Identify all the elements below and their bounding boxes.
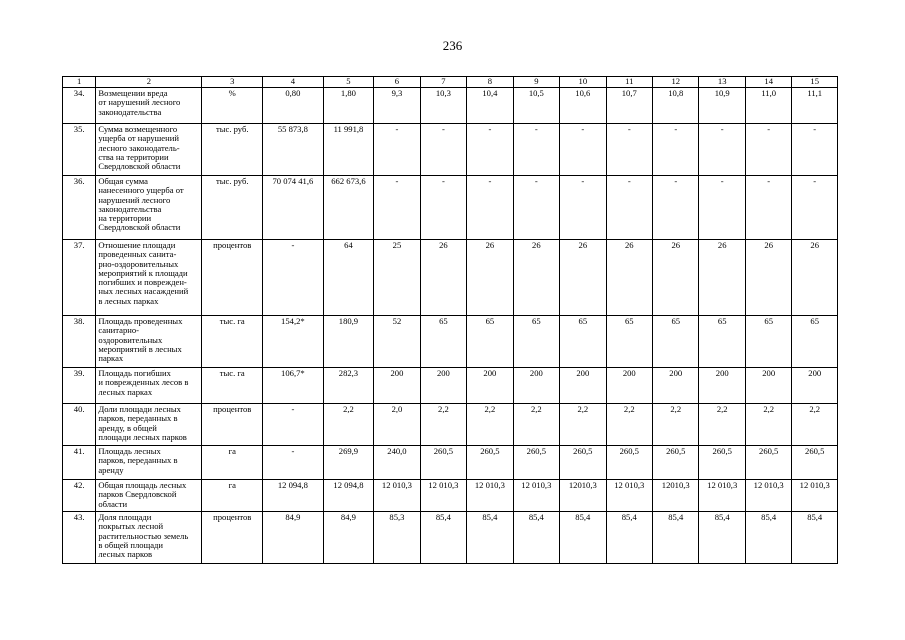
- value-cell: 10,5: [513, 88, 559, 124]
- unit-cell: процентов: [202, 240, 263, 316]
- value-cell: -: [560, 176, 606, 240]
- value-cell: 200: [792, 368, 838, 404]
- value-cell: -: [699, 176, 745, 240]
- value-cell: 55 873,8: [263, 124, 324, 176]
- unit-cell: га: [202, 446, 263, 480]
- indicator-name: Общая сумма нанесенного ущерба от нарушений лесного законодательства на территории Свердловской области: [96, 176, 202, 240]
- column-header: 4: [263, 77, 324, 88]
- table-row: [63, 512, 838, 564]
- value-cell: 240,0: [374, 446, 420, 480]
- value-cell: 85,4: [513, 512, 559, 564]
- value-cell: 65: [513, 316, 559, 368]
- value-cell: -: [606, 124, 652, 176]
- column-header: 3: [202, 77, 263, 88]
- value-cell: 10,4: [467, 88, 513, 124]
- row-number: 38.: [63, 316, 96, 368]
- value-cell: 200: [560, 368, 606, 404]
- value-cell: 200: [513, 368, 559, 404]
- value-cell: 11,0: [745, 88, 791, 124]
- row-number: 39.: [63, 368, 96, 404]
- indicator-name: Площадь погибших и поврежденных лесов в лесных парках: [96, 368, 202, 404]
- value-cell: 85,4: [792, 512, 838, 564]
- value-cell: 70 074 41,6: [263, 176, 324, 240]
- value-cell: 200: [374, 368, 420, 404]
- table-row: [63, 176, 838, 240]
- value-cell: -: [513, 124, 559, 176]
- value-cell: -: [467, 176, 513, 240]
- value-cell: 12 010,3: [420, 480, 466, 512]
- value-cell: 85,3: [374, 512, 420, 564]
- value-cell: 2,2: [653, 404, 699, 446]
- value-cell: -: [560, 124, 606, 176]
- value-cell: 12 010,3: [513, 480, 559, 512]
- value-cell: 64: [323, 240, 374, 316]
- indicator-name: Площадь проведенных санитарно- оздоровительных мероприятий в лесных парках: [96, 316, 202, 368]
- value-cell: -: [792, 124, 838, 176]
- value-cell: 26: [467, 240, 513, 316]
- column-header: 2: [96, 77, 202, 88]
- column-header: 6: [374, 77, 420, 88]
- unit-cell: тыс. руб.: [202, 176, 263, 240]
- value-cell: 282,3: [323, 368, 374, 404]
- value-cell: 10,6: [560, 88, 606, 124]
- value-cell: -: [374, 176, 420, 240]
- value-cell: 200: [653, 368, 699, 404]
- value-cell: 12 010,3: [467, 480, 513, 512]
- value-cell: 26: [745, 240, 791, 316]
- header-row: [63, 77, 838, 88]
- value-cell: 12 094,8: [263, 480, 324, 512]
- value-cell: 12010,3: [560, 480, 606, 512]
- value-cell: 1,80: [323, 88, 374, 124]
- indicator-name: Общая площадь лесных парков Свердловской области: [96, 480, 202, 512]
- value-cell: -: [263, 446, 324, 480]
- value-cell: 106,7*: [263, 368, 324, 404]
- row-number: 37.: [63, 240, 96, 316]
- value-cell: 10,3: [420, 88, 466, 124]
- value-cell: 65: [792, 316, 838, 368]
- column-header: 8: [467, 77, 513, 88]
- unit-cell: процентов: [202, 404, 263, 446]
- value-cell: -: [745, 124, 791, 176]
- value-cell: 85,4: [606, 512, 652, 564]
- value-cell: -: [792, 176, 838, 240]
- value-cell: 10,7: [606, 88, 652, 124]
- value-cell: 12 010,3: [606, 480, 652, 512]
- table-row: [63, 368, 838, 404]
- value-cell: 260,5: [467, 446, 513, 480]
- table-row: [63, 124, 838, 176]
- value-cell: 26: [560, 240, 606, 316]
- value-cell: 2,2: [467, 404, 513, 446]
- value-cell: 11 991,8: [323, 124, 374, 176]
- value-cell: 65: [467, 316, 513, 368]
- value-cell: -: [606, 176, 652, 240]
- table-row: [63, 446, 838, 480]
- row-number: 35.: [63, 124, 96, 176]
- indicator-name: Возмещении вреда от нарушений лесного законодательства: [96, 88, 202, 124]
- value-cell: 260,5: [513, 446, 559, 480]
- unit-cell: тыс. га: [202, 316, 263, 368]
- value-cell: 65: [653, 316, 699, 368]
- indicator-name: Отношение площади проведенных санита- рно-оздоровительных мероприятий к площади погибших и поврежден- ных лесных насаждений в лесных парках: [96, 240, 202, 316]
- value-cell: 26: [699, 240, 745, 316]
- value-cell: -: [653, 124, 699, 176]
- table-row: [63, 316, 838, 368]
- value-cell: 85,4: [467, 512, 513, 564]
- value-cell: 2,2: [606, 404, 652, 446]
- value-cell: -: [745, 176, 791, 240]
- row-number: 40.: [63, 404, 96, 446]
- unit-cell: %: [202, 88, 263, 124]
- value-cell: 25: [374, 240, 420, 316]
- value-cell: 11,1: [792, 88, 838, 124]
- value-cell: 12 094,8: [323, 480, 374, 512]
- indicator-name: Площадь лесных парков, переданных в аренду: [96, 446, 202, 480]
- value-cell: -: [513, 176, 559, 240]
- indicators-table: [62, 76, 838, 564]
- value-cell: 200: [745, 368, 791, 404]
- value-cell: 260,5: [792, 446, 838, 480]
- value-cell: 26: [420, 240, 466, 316]
- column-header: 14: [745, 77, 791, 88]
- unit-cell: процентов: [202, 512, 263, 564]
- column-header: 1: [63, 77, 96, 88]
- value-cell: 10,8: [653, 88, 699, 124]
- value-cell: 65: [745, 316, 791, 368]
- value-cell: -: [420, 176, 466, 240]
- value-cell: 200: [420, 368, 466, 404]
- value-cell: 85,4: [699, 512, 745, 564]
- value-cell: -: [263, 404, 324, 446]
- value-cell: 200: [606, 368, 652, 404]
- value-cell: -: [699, 124, 745, 176]
- value-cell: -: [374, 124, 420, 176]
- column-header: 12: [653, 77, 699, 88]
- value-cell: -: [420, 124, 466, 176]
- page-number: 236: [442, 38, 463, 53]
- value-cell: 0,80: [263, 88, 324, 124]
- value-cell: 2,2: [323, 404, 374, 446]
- value-cell: 65: [606, 316, 652, 368]
- indicator-name: Сумма возмещенного ущерба от нарушений лесного законодатель- ства на территории Свердловской области: [96, 124, 202, 176]
- value-cell: 85,4: [420, 512, 466, 564]
- value-cell: 269,9: [323, 446, 374, 480]
- value-cell: 85,4: [653, 512, 699, 564]
- unit-cell: га: [202, 480, 263, 512]
- value-cell: 260,5: [420, 446, 466, 480]
- value-cell: 2,2: [420, 404, 466, 446]
- column-header: 9: [513, 77, 559, 88]
- value-cell: 2,2: [560, 404, 606, 446]
- value-cell: 26: [653, 240, 699, 316]
- value-cell: 200: [467, 368, 513, 404]
- value-cell: 52: [374, 316, 420, 368]
- value-cell: 12 010,3: [792, 480, 838, 512]
- value-cell: 84,9: [263, 512, 324, 564]
- column-header: 13: [699, 77, 745, 88]
- row-number: 36.: [63, 176, 96, 240]
- row-number: 42.: [63, 480, 96, 512]
- value-cell: 154,2*: [263, 316, 324, 368]
- table-row: [63, 240, 838, 316]
- value-cell: 2,2: [792, 404, 838, 446]
- value-cell: 65: [560, 316, 606, 368]
- column-header: 7: [420, 77, 466, 88]
- value-cell: 260,5: [745, 446, 791, 480]
- value-cell: 26: [606, 240, 652, 316]
- value-cell: 260,5: [606, 446, 652, 480]
- indicator-name: Доли площади лесных парков, переданных в аренду, в общей площади лесных парков: [96, 404, 202, 446]
- value-cell: 84,9: [323, 512, 374, 564]
- value-cell: 260,5: [699, 446, 745, 480]
- value-cell: 10,9: [699, 88, 745, 124]
- value-cell: 9,3: [374, 88, 420, 124]
- value-cell: 180,9: [323, 316, 374, 368]
- value-cell: -: [467, 124, 513, 176]
- value-cell: -: [653, 176, 699, 240]
- value-cell: 26: [792, 240, 838, 316]
- value-cell: -: [263, 240, 324, 316]
- value-cell: 12010,3: [653, 480, 699, 512]
- value-cell: 2,2: [699, 404, 745, 446]
- value-cell: 85,4: [745, 512, 791, 564]
- table-row: [63, 404, 838, 446]
- column-header: 15: [792, 77, 838, 88]
- unit-cell: тыс. руб.: [202, 124, 263, 176]
- row-number: 41.: [63, 446, 96, 480]
- row-number: 43.: [63, 512, 96, 564]
- value-cell: 12 010,3: [374, 480, 420, 512]
- table-row: [63, 480, 838, 512]
- value-cell: 65: [699, 316, 745, 368]
- value-cell: 2,0: [374, 404, 420, 446]
- value-cell: 12 010,3: [699, 480, 745, 512]
- row-number: 34.: [63, 88, 96, 124]
- value-cell: 2,2: [745, 404, 791, 446]
- value-cell: 12 010,3: [745, 480, 791, 512]
- value-cell: 85,4: [560, 512, 606, 564]
- column-header: 10: [560, 77, 606, 88]
- value-cell: 200: [699, 368, 745, 404]
- value-cell: 65: [420, 316, 466, 368]
- column-header: 11: [606, 77, 652, 88]
- value-cell: 26: [513, 240, 559, 316]
- value-cell: 662 673,6: [323, 176, 374, 240]
- value-cell: 260,5: [560, 446, 606, 480]
- value-cell: 2,2: [513, 404, 559, 446]
- column-header: 5: [323, 77, 374, 88]
- value-cell: 260,5: [653, 446, 699, 480]
- unit-cell: тыс. га: [202, 368, 263, 404]
- table-row: [63, 88, 838, 124]
- indicator-name: Доля площади покрытых лесной растительностью земель в общей площади лесных парков: [96, 512, 202, 564]
